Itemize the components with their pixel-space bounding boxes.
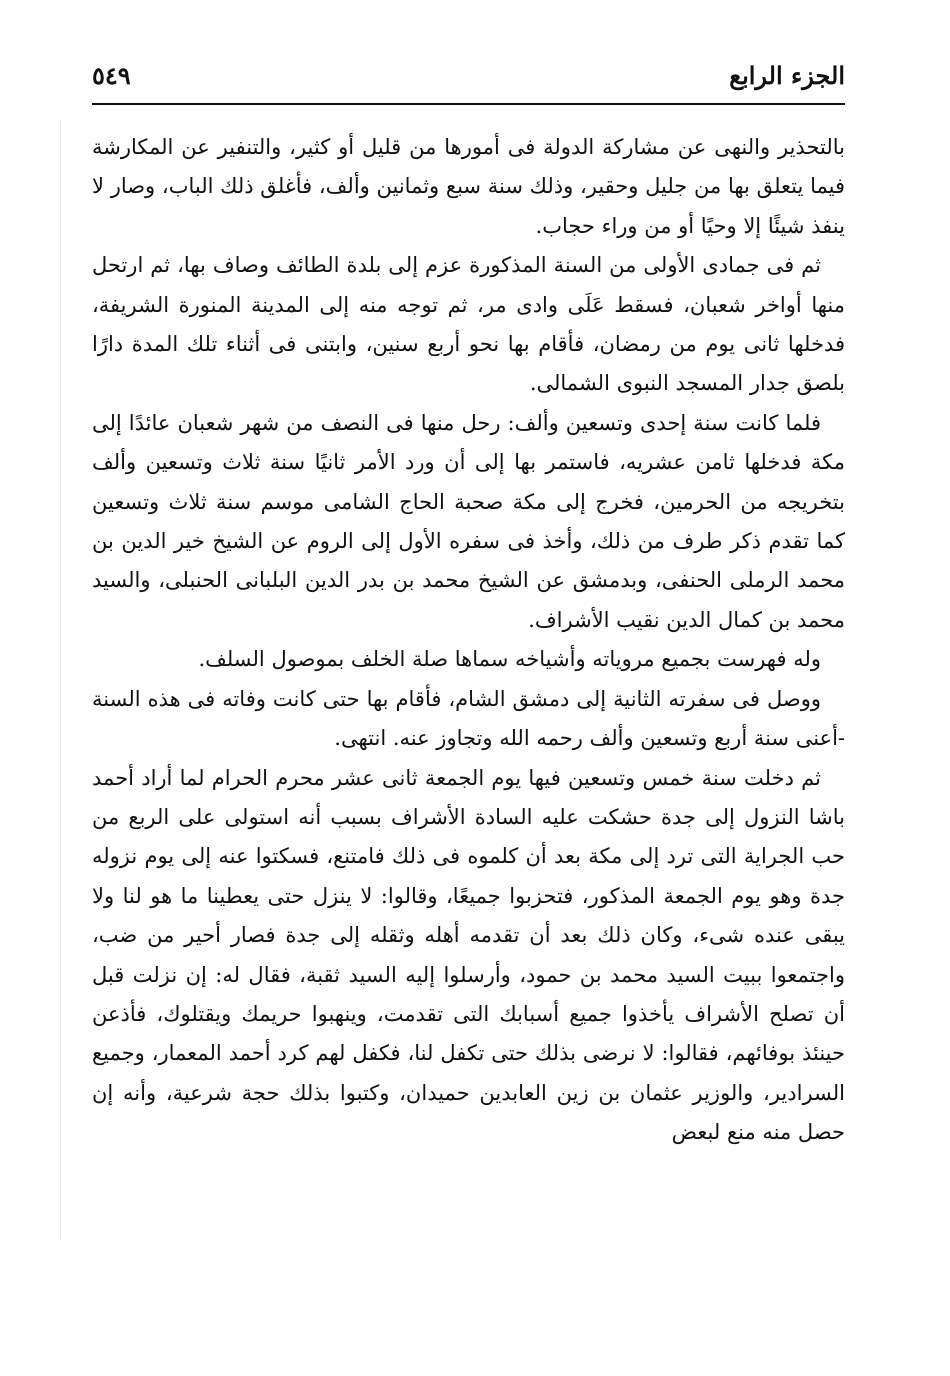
page-header (92, 56, 845, 100)
running-title: الجزء الرابع (729, 61, 845, 90)
header-rule (92, 103, 845, 105)
paragraph: ثم فى جمادى الأولى من السنة المذكورة عزم إلى بلدة الطائف وصاف بها، ثم ارتحل منها أواخر شعبان، فسقط عَلَى وادى مر، ثم توجه منه إلى المدينة المنورة الشريفة، فدخلها ثانى يوم من رمضان، فأقام بها نحو أربع سنين، وابتنى فى أثناء تلك المدة دارًا بلصق جدار المسجد النبوى الشمالى. (92, 253, 845, 396)
paragraph: فلما كانت سنة إحدى وتسعين وألف: رحل منها فى النصف من شهر شعبان عائدًا إلى مكة فدخلها ثامن عشريه، فاستمر بها إلى أن ورد الأمر ثانيًا سنة ثلاث وتسعين وألف بتخريجه من الحرمين، فخرج إلى مكة صحبة الحاج الشامى موسم سنة ثلاث وتسعين كما تقدم ذكر طرف من ذلك، وأخذ فى سفره الأول إلى الروم عن الشيخ خير الدين بن محمد الرملى الحنفى، وبدمشق عن الشيخ محمد بن بدر الدين البلبانى الحنبلى، والسيد محمد بن كمال الدين نقيب الأشراف. (92, 410, 845, 632)
page-number: ٥٤٩ (92, 61, 131, 90)
body-text (92, 128, 845, 1153)
paragraph: ثم دخلت سنة خمس وتسعين فيها يوم الجمعة ثانى عشر محرم الحرام لما أراد أحمد باشا النزول إلى جدة حشكت عليه السادة الأشراف بسبب أنه استولى على الربع من حب الجراية التى ترد إلى مكة بعد أن كلموه فى ذلك فامتنع، فسكتوا عنه إلى يوم نزوله جدة وهو يوم الجمعة المذكور، فتحزبوا جميعًا، وقالوا: لا ينزل حتى يعطينا ما هو لنا ولا يبقى عنده شىء، وكان ذلك بعد أن تقدمه أهله وثقله إلى جدة فصار أحير من ضب، واجتمعوا ببيت السيد محمد بن حمود، وأرسلوا إليه السيد ثقبة، فقال له: إن نزلت قبل أن تصلح الأشراف يأخذوا جميع أسبابك التى تقدمت، وينهبوا حريمك ويقتلوك، فأذعن حينئذ بوفائهم، فقالوا: لا نرضى بذلك حتى تكفل لنا، فكفل لهم كرد أحمد المعمار، وجميع السرادير، والوزير عثمان بن زين العابدين حميدان، وكتبوا بذلك حجة شرعية، وأنه إن حصل منه منع لبعض (92, 765, 845, 1145)
paragraph: بالتحذير والنهى عن مشاركة الدولة فى أمورها من قليل أو كثير، والتنفير عن المكارشة فيما يتعلق بها من جليل وحقير، وذلك سنة سبع وثمانين وألف، فأغلق ذلك الباب، وصار لا ينفذ شيئًا إلا وحيًا أو من وراء حجاب. (92, 135, 845, 238)
paragraph: ووصل فى سفرته الثانية إلى دمشق الشام، فأقام بها حتى كانت وفاته فى هذه السنة -أعنى سنة أربع وتسعين وألف رحمه الله وتجاوز عنه. انتهى. (92, 686, 845, 751)
paragraph: وله فهرست بجميع مروياته وأشياخه سماها صلة الخلف بموصول السلف. (198, 647, 821, 672)
scan-margin-line (60, 120, 61, 1240)
